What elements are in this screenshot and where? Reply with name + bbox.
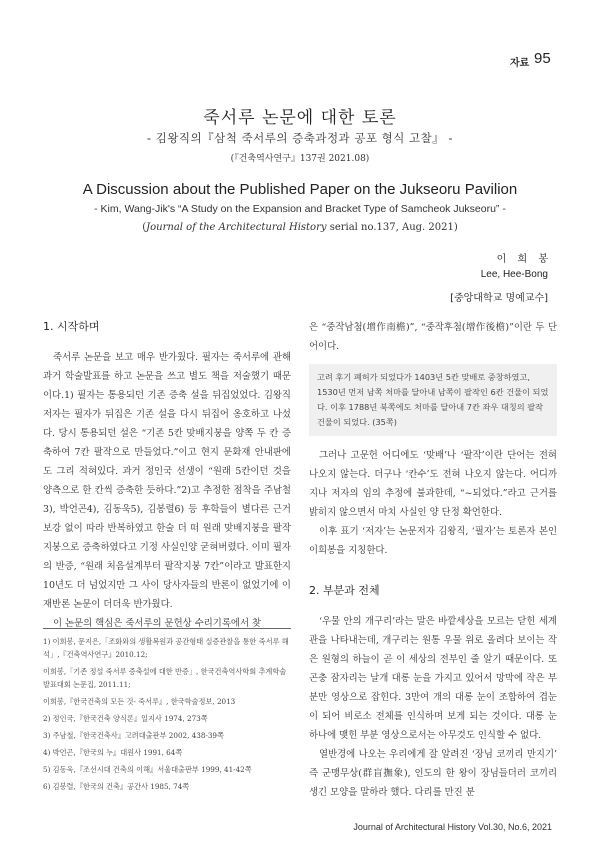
right-column (309, 318, 557, 802)
english-subtitle: - Kim, Wang-Jik's “A Study on the Expansion and Bracket Type of Samcheok Jukseoru” - (94, 203, 506, 215)
footnote: 4) 박언곤,『한국의 누』대원사 1991, 64쪽 (43, 748, 183, 757)
paragraph: 이후 표기 ‘저자’는 논문저자 김왕직, ‘필자’는 토론자 본인 이희봉을 지칭한다. (309, 526, 557, 556)
paragraph: 죽서루 논문을 보고 매우 반가웠다. 필자는 죽서루에 관해 과거 학술발표를 하고 논문을 쓰고 별도 책을 저술했기 때문이다.1) 필자는 통용되던 기존 증축 설을 뒤집었었다. 김왕직 저자는 필자가 뒤집은 기존 설을 다시 뒤집어 옹호하고 나섰다. 당시 통용되던 설은 “기존 5칸 맞배지붕을 양쪽 두 칸 증축하여 7칸 팔작으로 만들었다.”이고 현지 문화재 안내판에도 그리 적혀있다. 과거 정인국 선생이 “원래 5칸이던 것을 양측으로 한 칸씩 증축한 듯하다.”2)고 추정한 점착을 주남철3), 박언곤4), 김동욱5), 김봉렬6) 등 후학들이 별다른 근거 보강 없이 따라 반복하였고 한술 더 떠 원래 맞배지붕을 팔작지붕으로 증축하였다고 기정 사실인양 굳혀버렸다. 이미 필자의 반증, “원래 처음설계부터 팔작지붕 7칸”이라고 발표한지 10년도 더 넘었지만 그 사이 당사자들의 반론이 없었기에 이 재반론 논문이 더더욱 반가웠다. (43, 352, 291, 610)
footnote: 1) 이희봉, 문지은,「조화와의 생활복원과 공간형태 실증관찰을 통한 죽서루 해석」,『건축역사연구』2010.12; (43, 637, 289, 659)
english-title: A Discussion about the Published Paper on the Jukseoru Pavilion (82, 181, 518, 198)
footnote: 2) 정인국,『한국건축 양식론』일지사 1974, 273쪽 (43, 714, 208, 723)
author-name-korean: 이 희 봉 (496, 254, 552, 265)
korean-source: (『건축역사연구』137권 2021.08) (230, 154, 370, 164)
section-heading-2: 2. 부분과 전체 (309, 584, 380, 597)
section-heading-1: 1. 시작하며 (43, 320, 100, 333)
left-column (43, 318, 291, 633)
footnote: 이희봉,「기존 정설 죽서루 증축설에 대한 반증」, 한국건축역사학회 추계학술발표대회 논문집, 2011.11; (43, 667, 287, 689)
footnote: 5) 김동욱,『조선시대 건축의 이해』서울대출판부 1999, 41-42쪽 (43, 765, 252, 774)
footnote: 6) 김봉렬,『한국의 건축』공간사 1985, 74쪽 (43, 782, 190, 791)
journal-name: Journal of the Architectural History (146, 222, 327, 233)
page-number: 95 (534, 50, 551, 67)
footnote: 3) 주남철,『한국건축사』고려대출판부 2002, 438-39쪽 (43, 731, 224, 740)
author-affiliation: [중앙대학교 명예교수] (450, 293, 548, 304)
paragraph: 이 논문의 핵심은 죽서루의 문헌상 수리기록에서 찾 (53, 618, 262, 629)
korean-subtitle: - 김왕직의『삼척 죽서루의 증축과정과 공포 형식 고찰』 - (146, 131, 454, 145)
paragraph: 그러나 고문헌 어디에도 ‘맞배’나 ‘팔작’이란 단어는 전혀 나오지 않는다. 더구나 ‘칸수’도 전혀 나오지 않는다. 어디까지나 저자의 임의 추정에 불과한데, “~되었다.”라고 근거를 밝히지 않으면서 마치 사실인 양 단정 확언한다. (309, 450, 557, 518)
page-footer: Journal of Architectural History Vol.30, No.6, 2021 (353, 822, 552, 832)
author-name-english: Lee, Hee-Bong (480, 269, 548, 280)
paragraph: ‘우물 안의 개구리’라는 말은 바깥세상을 모르는 닫힌 세계관을 나타내는데, 개구리는 원통 우물 위로 올려다 보이는 작은 원형의 하늘이 곧 이 세상의 전부인 줄 알기 때문이다. 또 곤충 잠자리는 날개 대롱 눈을 가지고 있어서 망막에 작은 부분만 영상으로 잡힌다. 3만여 개의 대롱 눈이 조합하여 겹눈이 되어 비로소 전체를 인식하며 보게 되는 것이다. 대롱 눈 하나에 맺힌 부분 영상으로서는 아무것도 인식할 수 없다. (309, 616, 557, 741)
korean-title: 죽서루 논문에 대한 토론 (203, 108, 397, 128)
english-source-open: ( (142, 222, 147, 233)
paragraph: 은 “중작남첨(增作南檐)”, “중작후첨(增作後檐)”이란 두 단어이다. (309, 322, 557, 352)
quote-box: 고려 후기 폐허가 되었다가 1403년 5칸 맞배로 중창하였고, 1530년 먼저 남쪽 처마를 달아내 남쪽이 팔작인 6칸 건물이 되었다. 이후 1788년 북쪽에도 처마를 달아내 7칸 좌우 대칭의 팔작건물이 되었다. (35쪽) (309, 364, 557, 436)
section-label: 자료 (510, 58, 530, 69)
paragraph: 열반경에 나오는 우리에게 잘 알려진 ‘장님 코끼리 만지기’ 즉 군맹무상(群盲撫象), 인도의 한 왕이 장님들더러 코끼리 생긴 모양을 말하라 했다. 다리를 만진 분 (309, 749, 557, 798)
footnotes (43, 628, 291, 797)
english-source-rest: serial no.137, Aug. 2021) (326, 222, 458, 233)
english-source (0, 222, 600, 233)
footnote: 이희봉,『한국건축의 모든 것- 죽서루』, 한국학술정보, 2013 (43, 697, 236, 706)
